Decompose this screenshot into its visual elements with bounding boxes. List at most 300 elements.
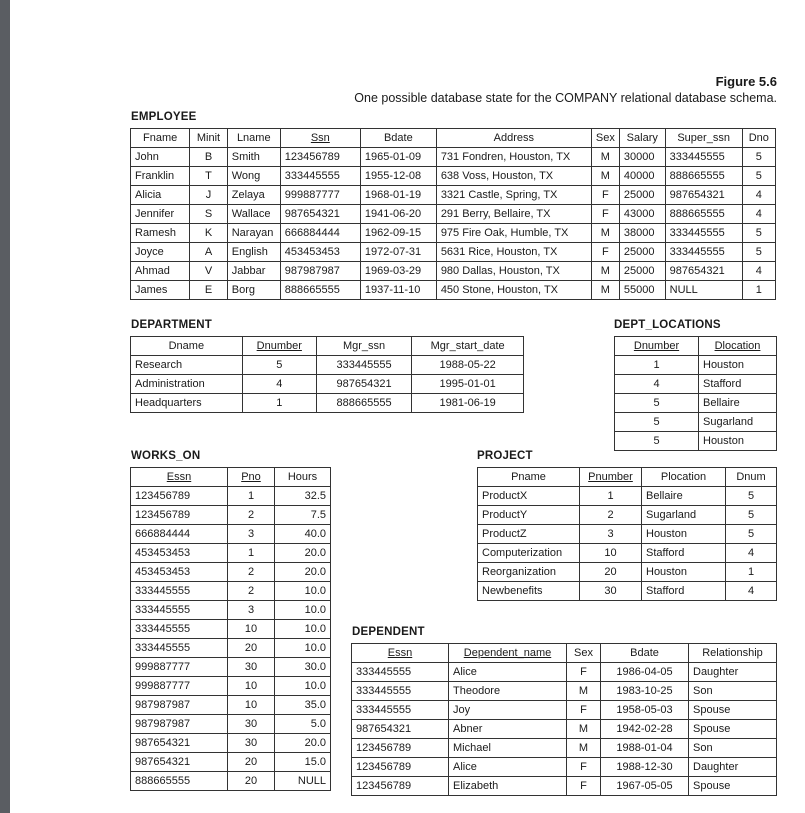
column-header xyxy=(591,129,619,148)
column-header xyxy=(228,468,275,487)
table-cell: M xyxy=(591,167,619,186)
table-cell: 888665555 xyxy=(665,205,742,224)
table-cell: Stafford xyxy=(642,544,726,563)
table-cell: 5 xyxy=(726,506,777,525)
column-header-label: Fname xyxy=(143,132,178,144)
column-header xyxy=(580,468,642,487)
column-header xyxy=(742,129,775,148)
table-row xyxy=(131,394,524,413)
table-row xyxy=(352,739,777,758)
table-cell: 987654321 xyxy=(316,375,411,394)
column-header xyxy=(131,129,190,148)
table-cell: 888665555 xyxy=(131,772,228,791)
table-cell: 5 xyxy=(615,432,699,451)
table-cell: Alice xyxy=(449,663,567,682)
table-cell: 987987987 xyxy=(131,715,228,734)
table-cell: M xyxy=(591,148,619,167)
table-cell: 10 xyxy=(228,677,275,696)
works-on-table xyxy=(130,467,331,791)
column-header-label: Mgr_start_date xyxy=(430,340,505,352)
table-row xyxy=(131,620,331,639)
table-cell: 35.0 xyxy=(275,696,331,715)
table-row xyxy=(131,563,331,582)
table-cell: F xyxy=(591,205,619,224)
table-cell: Jennifer xyxy=(131,205,190,224)
table-cell: 25000 xyxy=(619,186,665,205)
table-cell: Research xyxy=(131,356,243,375)
table-cell: 666884444 xyxy=(280,224,360,243)
works-on-title: WORKS_ON xyxy=(131,450,201,462)
table-cell: F xyxy=(591,243,619,262)
table-cell: 975 Fire Oak, Humble, TX xyxy=(436,224,591,243)
table-cell: Elizabeth xyxy=(449,777,567,796)
table-cell: Borg xyxy=(227,281,280,300)
column-header-label: Sex xyxy=(574,647,593,659)
column-header-label: Pnumber xyxy=(588,471,633,483)
table-row xyxy=(131,148,776,167)
table-cell: 30 xyxy=(228,658,275,677)
column-header-label: Super_ssn xyxy=(677,132,730,144)
table-cell: 4 xyxy=(742,205,775,224)
dept-locations-title: DEPT_LOCATIONS xyxy=(614,319,721,331)
table-cell: John xyxy=(131,148,190,167)
column-header xyxy=(699,337,777,356)
table-cell: 20 xyxy=(228,772,275,791)
table-cell: 987987987 xyxy=(131,696,228,715)
table-cell: 4 xyxy=(242,375,316,394)
column-header xyxy=(615,337,699,356)
column-header-label: Dlocation xyxy=(714,340,761,352)
table-cell: 40000 xyxy=(619,167,665,186)
table-cell: 2 xyxy=(228,506,275,525)
table-cell: 30.0 xyxy=(275,658,331,677)
table-cell: Bellaire xyxy=(699,394,777,413)
table-row xyxy=(131,544,331,563)
table-cell: Stafford xyxy=(699,375,777,394)
table-cell: 40.0 xyxy=(275,525,331,544)
table-row xyxy=(478,544,777,563)
table-row xyxy=(131,506,331,525)
department-title: DEPARTMENT xyxy=(131,319,213,331)
table-cell: M xyxy=(591,262,619,281)
table-cell: 10.0 xyxy=(275,620,331,639)
table-cell: Houston xyxy=(699,432,777,451)
table-cell: Alicia xyxy=(131,186,190,205)
table-row xyxy=(131,715,331,734)
table-cell: Alice xyxy=(449,758,567,777)
table-cell: 2 xyxy=(228,582,275,601)
table-row xyxy=(131,167,776,186)
table-cell: 1981-06-19 xyxy=(412,394,524,413)
table-cell: 333445555 xyxy=(316,356,411,375)
header-row xyxy=(615,337,777,356)
column-header-label: Dependent_name xyxy=(463,647,552,659)
column-header-label: Essn xyxy=(387,647,413,659)
table-cell: 1 xyxy=(242,394,316,413)
table-cell: 888665555 xyxy=(665,167,742,186)
column-header xyxy=(131,337,243,356)
table-cell: 30 xyxy=(580,582,642,601)
table-cell: 999887777 xyxy=(131,658,228,677)
column-header xyxy=(316,337,411,356)
table-cell: 123456789 xyxy=(352,777,449,796)
table-cell: 1 xyxy=(726,563,777,582)
table-cell: 1942-02-28 xyxy=(601,720,689,739)
table-cell: 123456789 xyxy=(352,739,449,758)
table-cell: 5 xyxy=(615,413,699,432)
table-cell: 980 Dallas, Houston, TX xyxy=(436,262,591,281)
table-cell: Jabbar xyxy=(227,262,280,281)
table-cell: 987654321 xyxy=(131,753,228,772)
table-row xyxy=(131,601,331,620)
table-cell: 453453453 xyxy=(280,243,360,262)
dependent-table xyxy=(351,643,777,796)
table-cell: Narayan xyxy=(227,224,280,243)
table-cell: 333445555 xyxy=(352,701,449,720)
column-header-label: Dnum xyxy=(736,471,766,483)
column-header xyxy=(280,129,360,148)
table-cell: 10.0 xyxy=(275,582,331,601)
table-cell: 3 xyxy=(228,601,275,620)
table-cell: ProductX xyxy=(478,487,580,506)
table-cell: 38000 xyxy=(619,224,665,243)
table-cell: T xyxy=(190,167,227,186)
header-row xyxy=(131,129,776,148)
table-cell: 123456789 xyxy=(352,758,449,777)
column-header-label: Dnumber xyxy=(633,340,680,352)
table-cell: A xyxy=(190,243,227,262)
column-header-label: Sex xyxy=(595,132,615,144)
column-header-label: Dno xyxy=(748,132,769,144)
dependent-title: DEPENDENT xyxy=(352,626,425,638)
table-row xyxy=(131,356,524,375)
table-cell: Bellaire xyxy=(642,487,726,506)
table-cell: 25000 xyxy=(619,262,665,281)
table-cell: F xyxy=(567,777,601,796)
table-cell: 10 xyxy=(228,620,275,639)
table-cell: NULL xyxy=(275,772,331,791)
table-cell: F xyxy=(591,186,619,205)
table-cell: 1988-05-22 xyxy=(412,356,524,375)
table-row xyxy=(131,658,331,677)
table-cell: 4 xyxy=(726,582,777,601)
table-cell: 1 xyxy=(615,356,699,375)
table-cell: 20.0 xyxy=(275,734,331,753)
column-header xyxy=(131,468,228,487)
column-header xyxy=(412,337,524,356)
table-cell: Franklin xyxy=(131,167,190,186)
table-row xyxy=(352,701,777,720)
table-cell: 10.0 xyxy=(275,677,331,696)
table-row xyxy=(352,663,777,682)
table-cell: 5 xyxy=(742,148,775,167)
table-cell: 1937-11-10 xyxy=(360,281,436,300)
column-header xyxy=(665,129,742,148)
column-header-label: Essn xyxy=(166,471,192,483)
table-cell: Son xyxy=(689,739,777,758)
table-cell: J xyxy=(190,186,227,205)
table-cell: 10 xyxy=(228,696,275,715)
table-cell: Son xyxy=(689,682,777,701)
table-cell: 30000 xyxy=(619,148,665,167)
table-row xyxy=(615,432,777,451)
table-cell: 4 xyxy=(615,375,699,394)
table-cell: Sugarland xyxy=(699,413,777,432)
table-cell: 20.0 xyxy=(275,544,331,563)
table-cell: 5 xyxy=(242,356,316,375)
table-row xyxy=(131,525,331,544)
table-cell: 987654321 xyxy=(352,720,449,739)
table-cell: 1955-12-08 xyxy=(360,167,436,186)
table-cell: Theodore xyxy=(449,682,567,701)
column-header-label: Ssn xyxy=(310,132,330,144)
column-header-label: Mgr_ssn xyxy=(342,340,386,352)
table-row xyxy=(131,186,776,205)
table-cell: 1 xyxy=(228,487,275,506)
table-row xyxy=(478,582,777,601)
table-cell: M xyxy=(567,739,601,758)
column-header-label: Pno xyxy=(241,471,261,483)
table-cell: 4 xyxy=(726,544,777,563)
table-cell: 3321 Castle, Spring, TX xyxy=(436,186,591,205)
table-row xyxy=(615,356,777,375)
table-cell: 123456789 xyxy=(131,487,228,506)
table-row xyxy=(478,506,777,525)
table-cell: ProductZ xyxy=(478,525,580,544)
header-row xyxy=(131,337,524,356)
table-cell: 5631 Rice, Houston, TX xyxy=(436,243,591,262)
column-header xyxy=(689,644,777,663)
table-cell: 1965-01-09 xyxy=(360,148,436,167)
table-cell: Ahmad xyxy=(131,262,190,281)
table-cell: 333445555 xyxy=(131,582,228,601)
table-cell: M xyxy=(591,281,619,300)
table-cell: 1958-05-03 xyxy=(601,701,689,720)
column-header xyxy=(242,337,316,356)
table-cell: 333445555 xyxy=(665,148,742,167)
table-cell: 666884444 xyxy=(131,525,228,544)
table-cell: F xyxy=(567,663,601,682)
window-side-bar xyxy=(0,0,10,813)
table-row xyxy=(131,734,331,753)
figure-title: Figure 5.6 xyxy=(715,74,777,89)
table-cell: M xyxy=(567,720,601,739)
table-cell: 1 xyxy=(742,281,775,300)
table-cell: Stafford xyxy=(642,582,726,601)
table-cell: 20.0 xyxy=(275,563,331,582)
table-cell: Zelaya xyxy=(227,186,280,205)
column-header xyxy=(275,468,331,487)
column-header xyxy=(190,129,227,148)
table-cell: 987654321 xyxy=(131,734,228,753)
table-cell: Joyce xyxy=(131,243,190,262)
table-cell: 1 xyxy=(580,487,642,506)
table-cell: 5.0 xyxy=(275,715,331,734)
table-cell: B xyxy=(190,148,227,167)
figure-caption: One possible database state for the COMPANY relational database schema. xyxy=(354,91,777,105)
table-cell: 4 xyxy=(742,262,775,281)
column-header-label: Bdate xyxy=(630,647,659,659)
column-header-label: Minit xyxy=(196,132,221,144)
column-header xyxy=(436,129,591,148)
table-cell: 1962-09-15 xyxy=(360,224,436,243)
table-cell: James xyxy=(131,281,190,300)
table-cell: M xyxy=(567,682,601,701)
table-row xyxy=(478,525,777,544)
table-row xyxy=(131,262,776,281)
table-cell: 55000 xyxy=(619,281,665,300)
table-cell: Michael xyxy=(449,739,567,758)
table-cell: 987654321 xyxy=(280,205,360,224)
column-header-label: Dnumber xyxy=(256,340,302,352)
table-cell: 1995-01-01 xyxy=(412,375,524,394)
table-cell: 450 Stone, Houston, TX xyxy=(436,281,591,300)
table-cell: 333445555 xyxy=(352,682,449,701)
column-header xyxy=(619,129,665,148)
table-cell: Spouse xyxy=(689,720,777,739)
table-row xyxy=(615,394,777,413)
table-row xyxy=(352,682,777,701)
column-header-label: Bdate xyxy=(383,132,413,144)
table-row xyxy=(131,677,331,696)
department-table xyxy=(130,336,524,413)
table-cell: Ramesh xyxy=(131,224,190,243)
table-cell: 453453453 xyxy=(131,563,228,582)
table-cell: 1941-06-20 xyxy=(360,205,436,224)
table-cell: 5 xyxy=(726,487,777,506)
table-cell: Abner xyxy=(449,720,567,739)
table-cell: 10 xyxy=(580,544,642,563)
table-cell: Headquarters xyxy=(131,394,243,413)
table-cell: 333445555 xyxy=(665,243,742,262)
column-header xyxy=(726,468,777,487)
table-cell: 20 xyxy=(580,563,642,582)
table-cell: 1969-03-29 xyxy=(360,262,436,281)
header-row xyxy=(352,644,777,663)
table-cell: Houston xyxy=(699,356,777,375)
column-header-label: Address xyxy=(493,132,534,144)
table-cell: 123456789 xyxy=(280,148,360,167)
table-row xyxy=(131,375,524,394)
column-header-label: Hours xyxy=(287,471,318,483)
table-cell: 5 xyxy=(742,224,775,243)
table-cell: Sugarland xyxy=(642,506,726,525)
table-cell: NULL xyxy=(665,281,742,300)
table-cell: Smith xyxy=(227,148,280,167)
table-row xyxy=(131,205,776,224)
table-cell: 987654321 xyxy=(665,262,742,281)
table-cell: 333445555 xyxy=(352,663,449,682)
table-cell: F xyxy=(567,701,601,720)
table-cell: 333445555 xyxy=(131,639,228,658)
table-cell: 999887777 xyxy=(131,677,228,696)
table-cell: Reorganization xyxy=(478,563,580,582)
column-header xyxy=(227,129,280,148)
project-table xyxy=(477,467,777,601)
table-cell: Houston xyxy=(642,525,726,544)
table-cell: 10.0 xyxy=(275,601,331,620)
column-header xyxy=(449,644,567,663)
table-cell: 1983-10-25 xyxy=(601,682,689,701)
table-row xyxy=(352,777,777,796)
table-cell: Spouse xyxy=(689,777,777,796)
table-cell: Wallace xyxy=(227,205,280,224)
table-cell: 888665555 xyxy=(316,394,411,413)
table-row xyxy=(131,772,331,791)
table-cell: M xyxy=(591,224,619,243)
header-row xyxy=(478,468,777,487)
table-cell: V xyxy=(190,262,227,281)
table-cell: Administration xyxy=(131,375,243,394)
table-cell: 731 Fondren, Houston, TX xyxy=(436,148,591,167)
column-header-label: Pname xyxy=(511,471,546,483)
figure-header xyxy=(354,74,777,106)
table-cell: 333445555 xyxy=(665,224,742,243)
project-title: PROJECT xyxy=(477,450,533,462)
table-cell: ProductY xyxy=(478,506,580,525)
table-cell: 20 xyxy=(228,753,275,772)
table-cell: 5 xyxy=(726,525,777,544)
table-cell: 43000 xyxy=(619,205,665,224)
table-cell: S xyxy=(190,205,227,224)
table-row xyxy=(131,487,331,506)
column-header-label: Plocation xyxy=(660,471,707,483)
table-cell: 25000 xyxy=(619,243,665,262)
table-cell: K xyxy=(190,224,227,243)
table-cell: 2 xyxy=(228,563,275,582)
column-header xyxy=(601,644,689,663)
table-cell: 987987987 xyxy=(280,262,360,281)
table-cell: 5 xyxy=(742,167,775,186)
table-cell: 3 xyxy=(580,525,642,544)
table-cell: Spouse xyxy=(689,701,777,720)
table-row xyxy=(131,224,776,243)
table-cell: 999887777 xyxy=(280,186,360,205)
table-row xyxy=(352,758,777,777)
column-header-label: Relationship xyxy=(702,647,763,659)
table-cell: Computerization xyxy=(478,544,580,563)
table-row xyxy=(131,696,331,715)
table-row xyxy=(131,753,331,772)
table-cell: 1967-05-05 xyxy=(601,777,689,796)
column-header-label: Dname xyxy=(168,340,205,352)
table-row xyxy=(352,720,777,739)
table-cell: 2 xyxy=(580,506,642,525)
table-cell: 987654321 xyxy=(665,186,742,205)
column-header xyxy=(567,644,601,663)
header-row xyxy=(131,468,331,487)
column-header-label: Salary xyxy=(626,132,658,144)
table-cell: Daughter xyxy=(689,663,777,682)
table-row xyxy=(478,487,777,506)
table-row xyxy=(615,413,777,432)
table-row xyxy=(615,375,777,394)
column-header xyxy=(478,468,580,487)
table-cell: 638 Voss, Houston, TX xyxy=(436,167,591,186)
table-cell: English xyxy=(227,243,280,262)
table-cell: 1972-07-31 xyxy=(360,243,436,262)
dept-locations-table xyxy=(614,336,777,451)
table-cell: 5 xyxy=(742,243,775,262)
table-cell: 1988-12-30 xyxy=(601,758,689,777)
table-cell: 1988-01-04 xyxy=(601,739,689,758)
table-cell: Daughter xyxy=(689,758,777,777)
table-cell: 888665555 xyxy=(280,281,360,300)
employee-table xyxy=(130,128,776,300)
table-cell: 10.0 xyxy=(275,639,331,658)
table-cell: 30 xyxy=(228,734,275,753)
table-cell: 333445555 xyxy=(131,601,228,620)
